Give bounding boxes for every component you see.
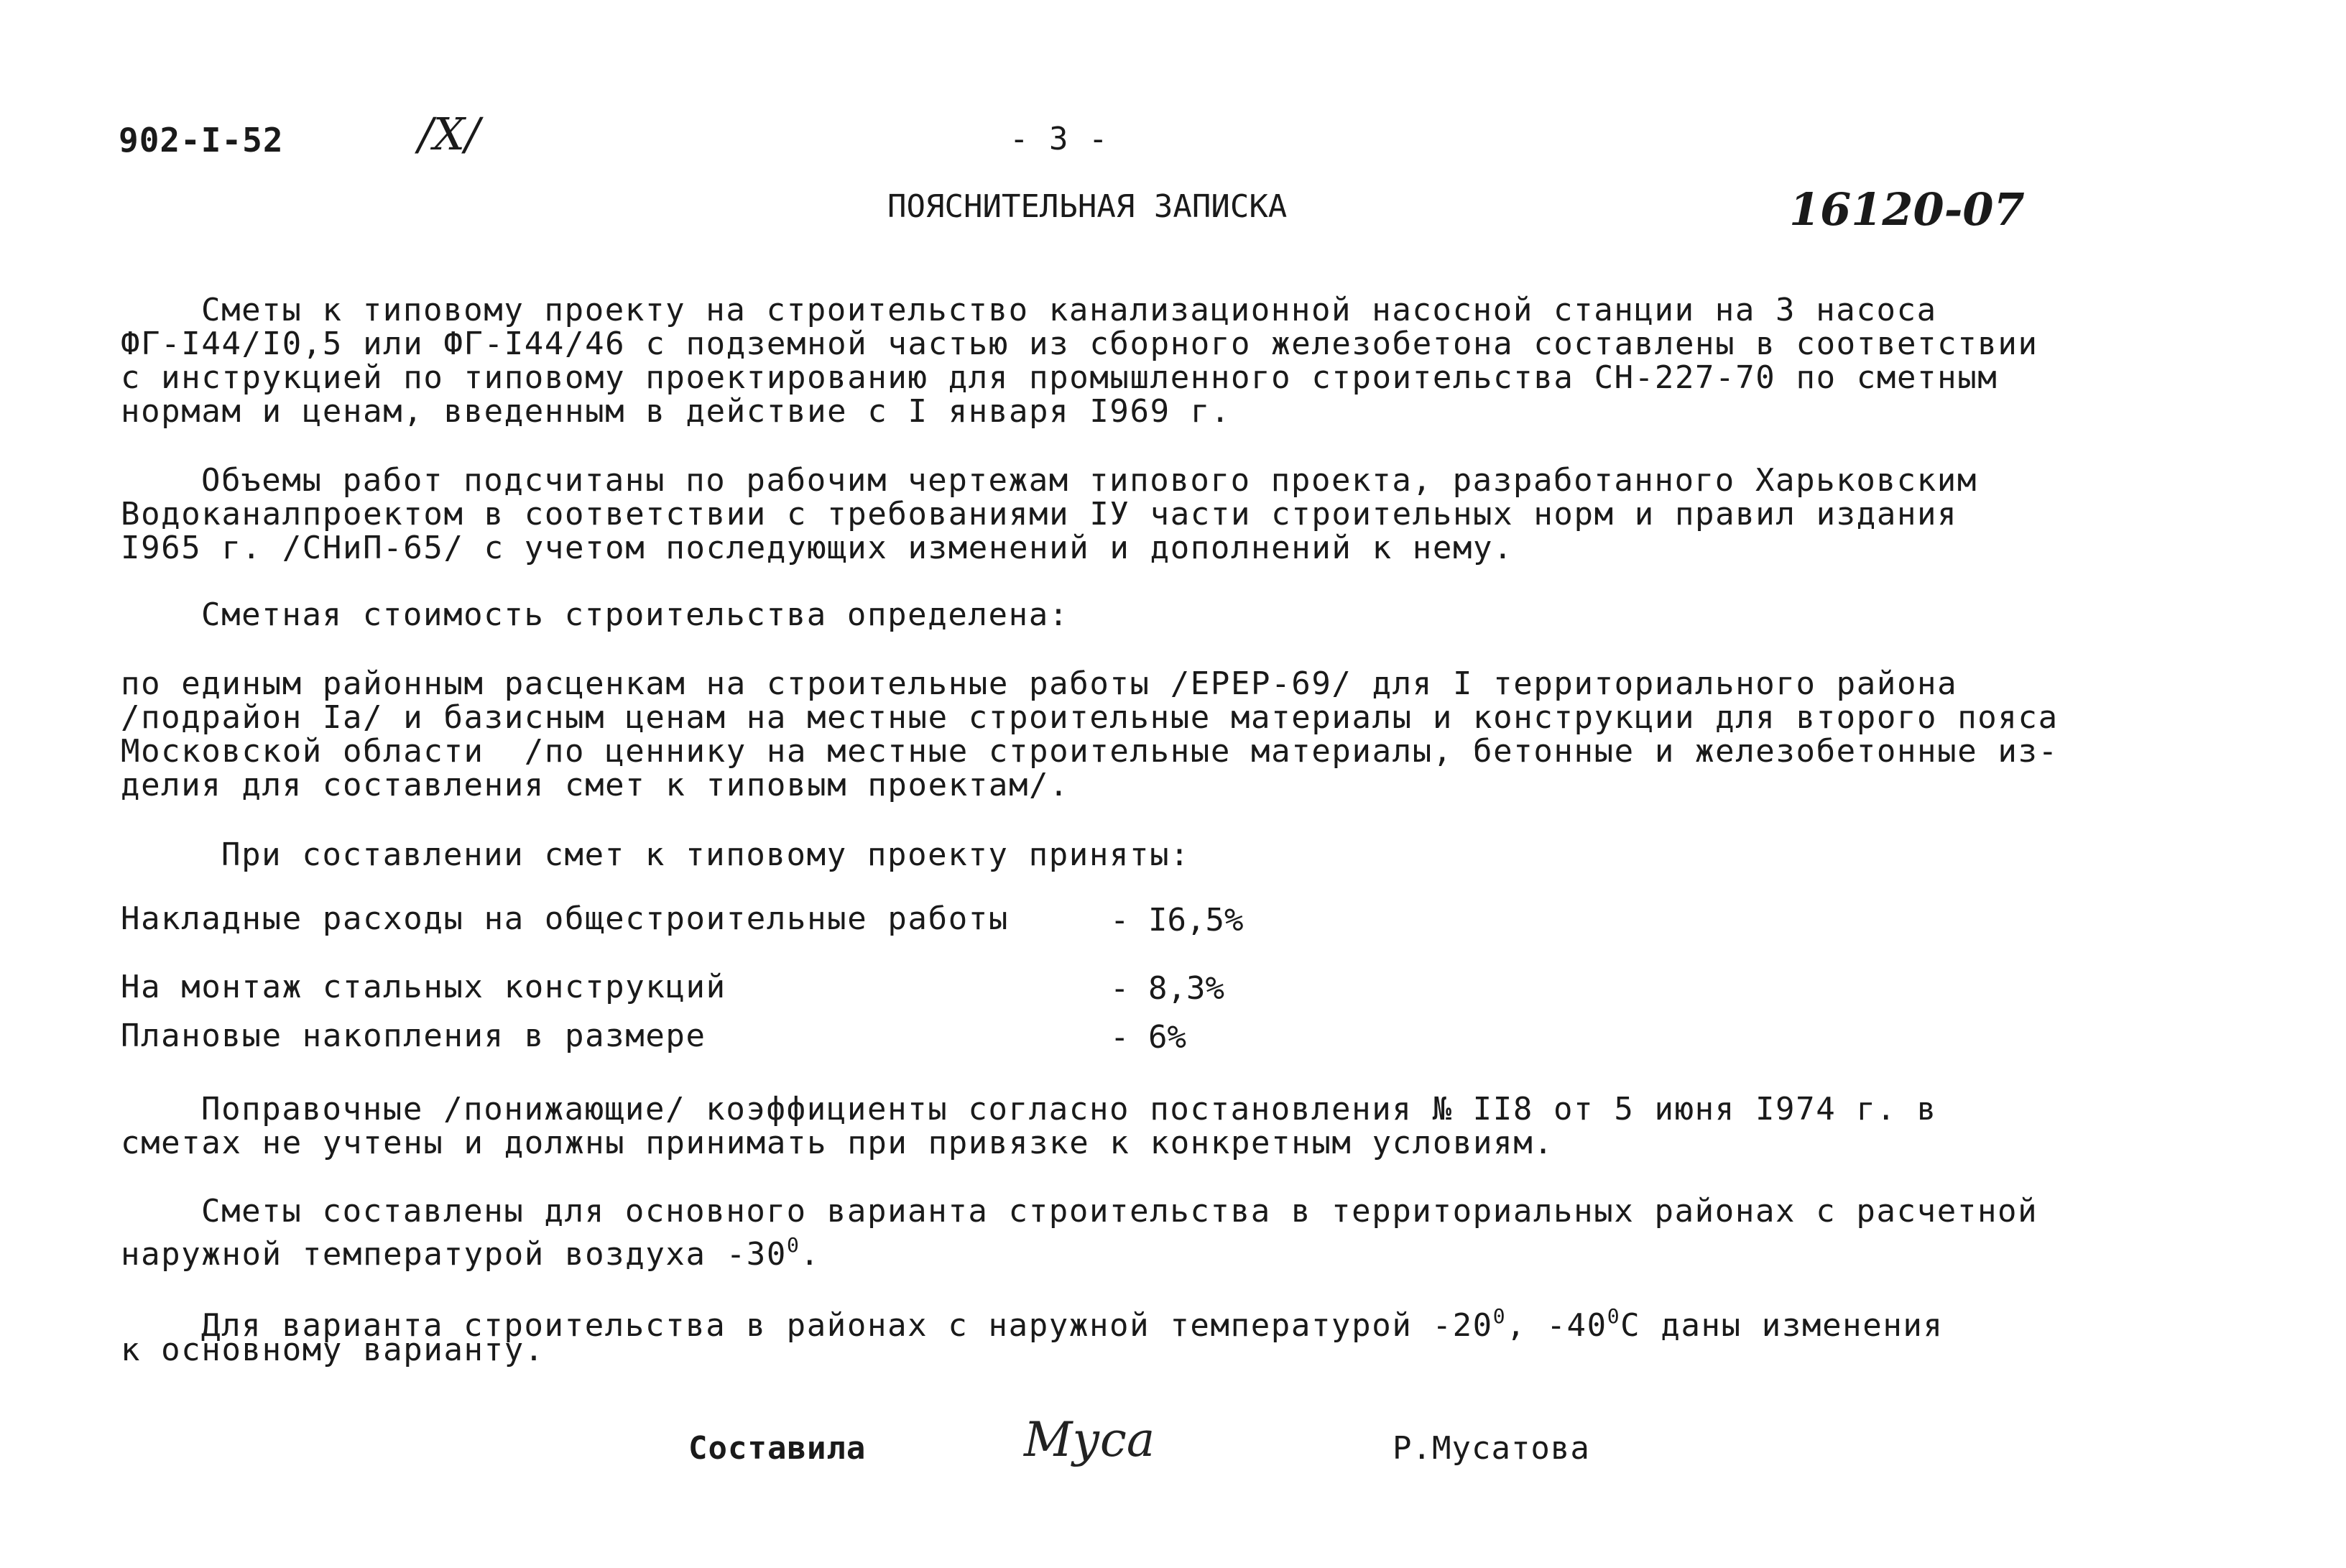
paragraph-4-line-4: делия для составления смет к типовым проектам/. xyxy=(121,767,1070,803)
degree-mark: 0 xyxy=(786,1233,800,1257)
paragraph-5: При составлении смет к типовому проекту приняты: xyxy=(221,836,1191,873)
degree-mark: 0 xyxy=(1492,1304,1507,1328)
paragraph-2-line-1: Объемы работ подсчитаны по рабочим чертежам типового проекта, разработанного Харьковским xyxy=(201,462,1977,499)
rate-value: - 8,3% xyxy=(1110,970,1224,1007)
paragraph-6-line-2: сметах не учтены и должны принимать при привязке к конкретным условиям. xyxy=(121,1125,1554,1161)
document-title: ПОЯСНИТЕЛЬНАЯ ЗАПИСКА xyxy=(887,188,1288,225)
paragraph-4-line-1: по единым районным расценкам на строительные работы /ЕРЕР-69/ для I территориального района xyxy=(121,665,1958,702)
paragraph-2-line-3: I965 г. /СНиП-65/ с учетом последующих изменений и дополнений к нему. xyxy=(121,530,1514,566)
paragraph-1-line-1: Сметы к типовому проекту на строительство канализационной насосной станции на 3 насоса xyxy=(201,292,1937,328)
paragraph-3: Сметная стоимость строительства определена: xyxy=(201,596,1069,633)
paragraph-8-text-a: Для варианта строительства в районах с наружной температурой -20 xyxy=(201,1307,1493,1344)
paragraph-7-end: . xyxy=(800,1236,821,1273)
signature-label: Составила xyxy=(688,1430,867,1467)
paragraph-1-line-4: нормам и ценам, введенным в действие с I января I969 г. xyxy=(121,393,1231,430)
handwritten-signature: Муса xyxy=(1024,1412,1155,1467)
page-number: - 3 - xyxy=(1010,121,1109,157)
paragraph-7-line-1: Сметы составлены для основного варианта строительства в территориальных районах с расчетной xyxy=(201,1193,2038,1230)
paragraph-8-text-b: , -40 xyxy=(1506,1307,1607,1344)
document-mark: /X/ xyxy=(418,108,480,160)
paragraph-8-text-c: С даны изменения xyxy=(1620,1307,1944,1344)
rate-label: На монтаж стальных конструкций xyxy=(121,969,726,1005)
paragraph-1-line-2: ФГ-I44/I0,5 или ФГ-I44/46 с подземной частью из сборного железобетона составлены в соответствии xyxy=(121,326,2038,362)
paragraph-6-line-1: Поправочные /понижающие/ коэффициенты согласно постановления № II8 от 5 июня I974 г. в xyxy=(201,1091,1937,1127)
rate-label: Накладные расходы на общестроительные работы xyxy=(121,900,1009,937)
paragraph-2-line-2: Водоканалпроектом в соответствии с требованиями IУ части строительных норм и правил издания xyxy=(121,496,1958,532)
paragraph-8-line-2: к основному варианту. xyxy=(121,1332,545,1368)
signatory-name: Р.Мусатова xyxy=(1393,1430,1590,1467)
paragraph-7-line-2 xyxy=(121,1228,821,1272)
rate-label: Плановые накопления в размере xyxy=(121,1018,706,1054)
degree-mark: 0 xyxy=(1607,1304,1621,1328)
rate-value: - 6% xyxy=(1110,1019,1186,1056)
document-code: 902-I-52 xyxy=(119,121,284,160)
paragraph-7-text: наружной температурой воздуха -30 xyxy=(121,1236,787,1273)
paragraph-4-line-2: /подрайон Iа/ и базисным ценам на местные строительные материалы и конструкции для второго пояса xyxy=(121,699,2059,736)
paragraph-4-line-3: Московской области /по ценнику на местные строительные материалы, бетонные и железобетонные из- xyxy=(121,733,2059,770)
rate-value: - I6,5% xyxy=(1110,902,1244,939)
paragraph-1-line-3: с инструкцией по типовому проектированию для промышленного строительства СН-227-70 по сметным xyxy=(121,359,1998,396)
inventory-number: 16120-07 xyxy=(1789,183,2025,236)
